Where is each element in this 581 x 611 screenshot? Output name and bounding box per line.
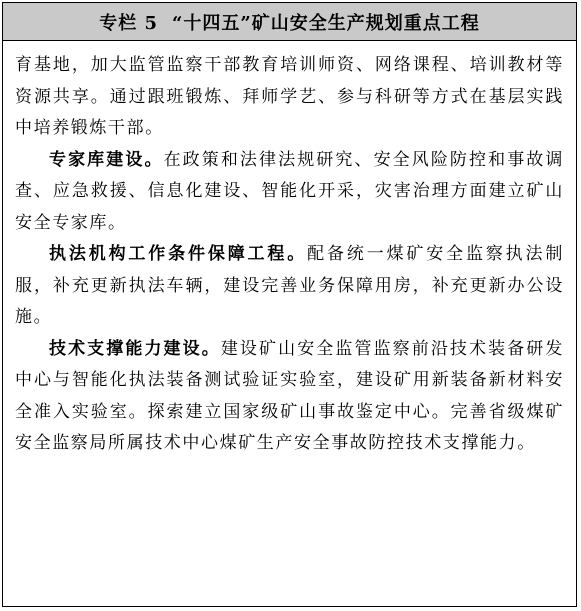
paragraph-expert-database [15,145,564,240]
box-title: “十四五”矿山安全生产规划重点工程 [172,12,480,34]
paragraph-heading: 专家库建设。 [49,149,164,170]
feature-box [2,2,577,607]
paragraph-text: 在政策和法律法规研究、安全风险防控和事故调查、应急救援、信息化建设、智能化开采，灾害治理方面建立矿山安全专家库。 [15,149,564,233]
paragraph-heading: 技术支撑能力建设。 [49,338,221,359]
paragraph-continuation [15,50,564,145]
paragraph-text: 育基地，加大监管监察干部教育培训师资、网络课程、培训教材等资源共享。通过跟班锻炼、拜师学艺、参与科研等方式在基层实践中培养锻炼干部。 [15,55,564,138]
box-content [3,41,576,460]
paragraph-enforcement-conditions [15,239,564,334]
paragraph-text: 建设矿山安全监管监察前沿技术装备研发中心与智能化执法装备测试验证实验室，建设矿用新装备新材料安全准入实验室。探索建立国家级矿山事故鉴定中心。完善省级煤矿安全监察局所属技术中心煤矿生产安全事故防控技术支撑能力。 [15,338,564,453]
box-label: 专栏 5 [99,12,159,34]
paragraph-heading: 执法机构工作条件保障工程。 [49,244,308,264]
paragraph-text: 配备统一煤矿安全监察执法制服，补充更新执法车辆，建设完善业务保障用房，补充更新办公设施。 [15,244,564,327]
box-title-bar [3,3,576,41]
paragraph-technical-support [15,334,564,460]
